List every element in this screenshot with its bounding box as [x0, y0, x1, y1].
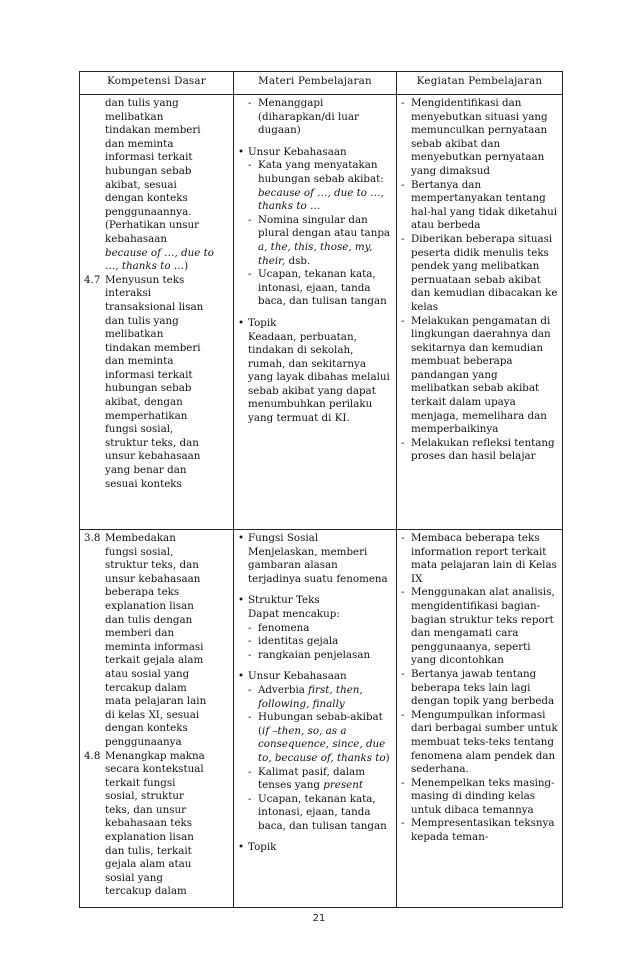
text-line: dan meminta [105, 355, 174, 368]
materi-dash-item [248, 268, 392, 309]
activity-item [401, 97, 558, 179]
text-line: memberi dan [105, 627, 175, 640]
activity-item [401, 233, 558, 315]
cell-kompetensi-dasar [80, 530, 234, 908]
activity-text: Melakukan refleksi tentang proses dan hasil belajar [411, 436, 555, 463]
materi-item-text: Kalimat pasif, dalam tenses yang present [258, 765, 365, 792]
activity-item [401, 777, 558, 818]
dash-mark: - [248, 213, 252, 226]
section-title: Topik [248, 316, 277, 329]
dash-mark: - [248, 765, 252, 778]
materi-item-text: Hubungan sebab-akibat (if –then, so, as a consequence, since, due to, because of, thanks to) [258, 711, 390, 764]
materi-item-text: Nomina singular dan plural dengan atau tanpa a, the, this, those, my, their, dsb. [258, 213, 391, 267]
fungsi-text: Menjelaskan, memberi gambaran alasan terjadinya suatu fenomena [248, 545, 388, 585]
section-title: Fungsi Sosial [248, 532, 319, 544]
dash-mark: - [248, 683, 252, 696]
text-line: hubungan sebab [105, 382, 192, 395]
text-line: informasi terkait [105, 368, 193, 381]
activity-text: Mengidentifikasi dan menyebutkan situasi yang memunculkan pernyataan sebab akibat dan menyebutkan pernyataan yang dimaksud [411, 97, 548, 177]
text-line: dan meminta [105, 137, 174, 150]
activity-text: Menggunakan alat analisis, mengidentifikasi bagian-bagian struktur teks report dan mengamati cara penggunaanya, seperti yang dicontohkan [411, 586, 555, 667]
text-line: struktur teks, dan [105, 436, 199, 449]
text-line: beberapa teks [105, 586, 180, 599]
materi-dash-item [248, 793, 392, 834]
kd-continuation [84, 97, 229, 274]
dash-mark: - [401, 817, 405, 830]
text-line: informasi terkait [105, 151, 193, 164]
text-line: terkait gejala alam [105, 654, 204, 667]
activity-item [248, 635, 392, 649]
text-line: Membedakan [105, 532, 176, 544]
activity-text: Membaca beberapa teks information report terkait mata pelajaran lain di Kelas IX [411, 532, 557, 585]
activity-text: Bertanya dan mempertanyakan tentang hal-hal yang tidak diketahui atau berbeda [411, 178, 558, 232]
text-line: struktur teks, dan [105, 559, 199, 572]
cell-kompetensi-dasar [80, 95, 234, 530]
text-line: dengan konteks [105, 722, 188, 735]
text-line: unsur kebahasaan [105, 572, 201, 585]
text-line: fungsi sosial, [105, 545, 174, 558]
section-title: Struktur Teks [248, 594, 320, 607]
table-row [80, 530, 563, 908]
materi-item-text: Ucapan, tekanan kata, intonasi, ejaan, tanda baca, dan tulisan tangan [258, 792, 387, 832]
text-line: meminta informasi [105, 640, 204, 653]
materi-section-unsur [238, 146, 392, 160]
text-line: explanation lisan [105, 599, 194, 612]
dash-mark: - [401, 232, 405, 245]
section-title: Unsur Kebahasaan [248, 670, 347, 683]
text-line: (Perhatikan unsur [105, 219, 200, 232]
dash-mark: - [248, 648, 252, 661]
activity-item [401, 709, 558, 777]
section-title: Topik [248, 841, 277, 854]
text-line: memperhatikan [105, 409, 188, 422]
activity-text: Mempresentasikan teksnya kepada teman- [411, 817, 555, 844]
materi-section-topik [238, 317, 392, 331]
page-number: 21 [312, 913, 326, 924]
syllabus-table-container [79, 71, 562, 908]
activity-item [401, 315, 558, 437]
kd-number: 4.7 [84, 273, 101, 286]
activity-text: Diberikan beberapa situasi peserta didik menulis teks pendek yang melibatkan pernuataan sebab akibat dan kemudian dibacakan ke kelas [411, 232, 558, 313]
header-kegiatan-pembelajaran: Kegiatan Pembelajaran [397, 72, 563, 95]
activity-item [248, 649, 392, 663]
materi-dash-item [248, 766, 392, 793]
text-line: atau sosial yang [105, 667, 190, 680]
activity-item [248, 622, 392, 636]
dash-mark: - [248, 792, 252, 805]
materi-dash-item [238, 97, 392, 138]
cell-kegiatan-pembelajaran [397, 95, 563, 530]
bullet-mark: • [238, 594, 245, 607]
dash-mark: - [401, 708, 405, 721]
materi-dash-item [248, 711, 392, 765]
text-line: dan tulis, terkait [105, 844, 192, 857]
text-line: akibat, sesuai [105, 178, 177, 191]
dash-mark: - [401, 97, 405, 109]
dash-mark: - [401, 178, 405, 191]
materi-dash-item [248, 214, 392, 268]
text-line: kebahasaan teks [105, 817, 193, 830]
activity-text: Menempelkan teks masing-masing di dinding kelas untuk dibaca temannya [411, 776, 555, 816]
materi-section-unsur [238, 670, 392, 684]
syllabus-table [79, 71, 563, 908]
materi-item-text: Adverbia first, then, following, finally [258, 683, 363, 710]
kd-number: 4.8 [84, 749, 101, 762]
dash-mark: - [248, 635, 252, 648]
cell-materi-pembelajaran [234, 530, 397, 908]
dash-mark: - [401, 776, 405, 789]
cell-kegiatan-pembelajaran [397, 530, 563, 908]
header-materi-pembelajaran: Materi Pembelajaran [234, 72, 397, 95]
text-line: dengan konteks [105, 192, 188, 205]
text-line: tercakup dalam [105, 681, 187, 694]
kd-text [105, 532, 229, 750]
text-line: unsur kebahasaan [105, 450, 201, 463]
dash-mark: - [248, 97, 252, 109]
dash-mark: - [248, 711, 252, 724]
header-kompetensi-dasar: Kompetensi Dasar [80, 72, 234, 95]
text-line: hubungan sebab [105, 164, 192, 177]
dash-mark: - [248, 268, 252, 281]
materi-item-text: Kata yang menyatakan hubungan sebab akibat: because of …, due to …, thanks to … [258, 159, 384, 213]
text-line: secara kontekstual [105, 763, 204, 776]
kd-text [105, 750, 229, 900]
activity-text: Melakukan pengamatan di lingkungan daerahnya dan sekitarnya dan kemudian membuat beberapa pandangan yang melibatkan sebab akibat terkait dalam upaya menjaga, memelihara dan memperbaikinya [411, 314, 551, 436]
dash-mark: - [401, 314, 405, 327]
kd-4-7 [84, 274, 229, 492]
text-line: dan tulis dengan [105, 613, 193, 626]
activity-text: rangkaian penjelasan [258, 648, 371, 661]
text-line: sosial, struktur [105, 790, 184, 803]
kd-text [105, 274, 229, 492]
text-line: sosial yang [105, 871, 163, 884]
text-line: dan tulis yang [105, 97, 179, 109]
text-line: tindakan memberi [105, 341, 201, 354]
activity-text: Mengumpulkan informasi dari berbagai sumber untuk membuat teks-teks tentang fenomena alam pendek dan sederhana. [411, 708, 558, 776]
text-line: gejala alam atau [105, 858, 192, 871]
activity-text: Bertanya jawab tentang beberapa teks lain lagi dengan topik yang berbeda [411, 667, 555, 708]
materi-item-text: Ucapan, tekanan kata, intonasi, ejaan, tanda baca, dan tulisan tangan [258, 268, 387, 308]
text-line: melibatkan [105, 328, 164, 341]
kd-italic-end: ) [184, 260, 189, 273]
cell-materi-pembelajaran [234, 95, 397, 530]
activity-item [401, 586, 558, 668]
topik-text: Keadaan, perbuatan, tindakan di sekolah, rumah, dan sekitarnya yang layak dibahas melalui sebab akibat yang dapat menumbuhkan perilaku yang termuat di KI. [248, 330, 390, 425]
table-header-row [80, 72, 563, 95]
text-line: fungsi sosial, [105, 423, 174, 436]
text-line: penggunaannya. [105, 205, 192, 218]
kd-italic-text: because of …, due to …, thanks to … [105, 246, 214, 273]
materi-section-topik [238, 841, 392, 855]
materi-section-struktur [238, 594, 392, 608]
text-line: Menyusun teks [105, 273, 185, 286]
kd-4-8 [84, 750, 229, 900]
activity-item [401, 668, 558, 709]
dash-mark: - [401, 436, 405, 449]
text-line: melibatkan [105, 110, 164, 123]
section-title: Unsur Kebahasaan [248, 145, 347, 158]
dash-mark: - [401, 532, 405, 544]
text-line: terkait fungsi [105, 776, 176, 789]
text-line: penggunaanya [105, 735, 182, 748]
dash-mark: - [248, 159, 252, 172]
text-line: teks, dan unsur [105, 803, 187, 816]
text-line: tindakan memberi [105, 124, 201, 137]
activity-item [401, 437, 558, 464]
bullet-mark: • [238, 841, 245, 854]
text-line: interaksi [105, 287, 152, 300]
materi-item-text: Menanggapi (diharapkan/di luar dugaan) [258, 97, 359, 137]
text-line: transaksional lisan [105, 300, 204, 313]
dash-mark: - [248, 621, 252, 634]
struktur-intro: Dapat mencakup: [248, 607, 340, 620]
text-line: yang benar dan [105, 464, 187, 477]
text-line: mata pelajaran lain [105, 695, 207, 708]
kd-number: 3.8 [84, 532, 101, 544]
activity-item [401, 532, 558, 586]
text-line: dan tulis yang [105, 314, 179, 327]
materi-section-fungsi [238, 532, 392, 546]
text-line: tercakup dalam [105, 885, 187, 898]
activity-text: identitas gejala [258, 635, 339, 648]
materi-dash-item [248, 684, 392, 711]
text-line: kebahasaan [105, 232, 168, 245]
bullet-mark: • [238, 670, 245, 683]
activity-item [401, 179, 558, 233]
text-line: explanation lisan [105, 831, 194, 844]
kd-italic-line [105, 247, 229, 274]
activity-item [401, 817, 558, 844]
text-line: di kelas XI, sesuai [105, 708, 200, 721]
activity-text: fenomena [258, 621, 310, 634]
text-line: Menangkap makna [105, 749, 205, 762]
dash-mark: - [401, 586, 405, 599]
materi-dash-item [248, 159, 392, 213]
bullet-mark: • [238, 532, 245, 544]
bullet-mark: • [238, 145, 245, 158]
text-line: sesuai konteks [105, 477, 182, 490]
dash-mark: - [401, 667, 405, 680]
table-row [80, 95, 563, 530]
kd-3-8 [84, 532, 229, 750]
bullet-mark: • [238, 316, 245, 329]
text-line: akibat, dengan [105, 396, 183, 409]
